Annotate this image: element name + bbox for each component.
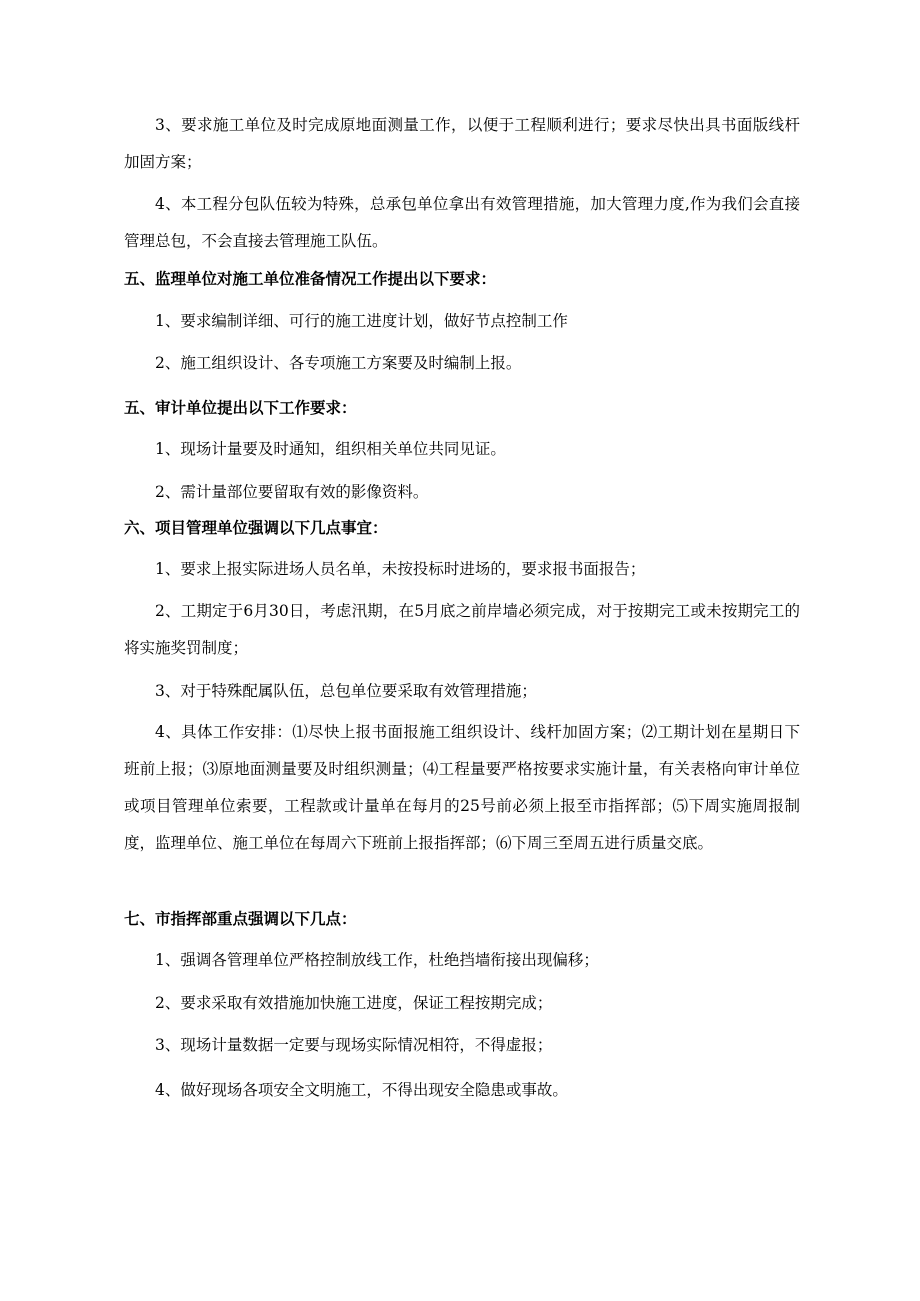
- paragraph-item-4-work-arrangement: 4、具体工作安排：⑴尽快上报书面报施工组织设计、线杆加固方案；⑵工期计划在星期日下班前上报；⑶原地面测量要及时组织测量；⑷工程量要严格按要求实施计量，有关表格向审计单位或项目管理单位索要，工程款或计量单在每月的25号前必须上报至市指挥部；⑸下周实施周报制度，监理单位、施工单位在每周六下班前上报指挥部；⑹下周三至周五进行质量交底。: [124, 723, 800, 852]
- paragraph-item-3-survey: 3、要求施工单位及时完成原地面测量工作，以便于工程顺利进行；要求尽快出具书面版线杆加固方案；: [124, 116, 800, 171]
- paragraph-item-2-design: 2、施工组织设计、各专项施工方案要及时编制上报。: [155, 354, 522, 372]
- paragraph-item-4-subcontract: 4、本工程分包队伍较为特殊，总承包单位拿出有效管理措施，加大管理力度,作为我们会直接管理总包，不会直接去管理施工队伍。: [124, 195, 800, 250]
- paragraph-item-4-safety: 4、做好现场各项安全文明施工，不得出现安全隐患或事故。: [155, 1081, 568, 1099]
- paragraph-item-2-progress: 2、要求采取有效措施加快施工进度，保证工程按期完成；: [155, 994, 553, 1012]
- section-heading-supervision: 五、监理单位对施工单位准备情况工作提出以下要求：: [124, 270, 497, 288]
- paragraph-item-3-measure-data: 3、现场计量数据一定要与现场实际情况相符，不得虚报；: [155, 1036, 553, 1054]
- paragraph-item-1-measure-notice: 1、现场计量要及时通知，组织相关单位共同见证。: [155, 440, 506, 458]
- paragraph-item-1-schedule: 1、要求编制详细、可行的施工进度计划，做好节点控制工作: [155, 312, 568, 330]
- section-heading-project-management: 六、项目管理单位强调以下几点事宜：: [124, 519, 388, 537]
- section-heading-city-command: 七、市指挥部重点强调以下几点：: [124, 910, 357, 928]
- paragraph-item-2-deadline: 2、工期定于6月30日，考虑汛期，在5月底之前岸墙必须完成，对于按期完工或未按期完工的将实施奖罚制度；: [124, 602, 800, 657]
- section-heading-audit: 五、审计单位提出以下工作要求：: [124, 399, 357, 417]
- paragraph-item-2-image-records: 2、需计量部位要留取有效的影像资料。: [155, 483, 429, 501]
- paragraph-item-1-layout-control: 1、强调各管理单位严格控制放线工作，杜绝挡墙衔接出现偏移；: [155, 951, 599, 969]
- paragraph-item-1-personnel: 1、要求上报实际进场人员名单，未按投标时进场的，要求报书面报告；: [155, 560, 646, 578]
- paragraph-item-3-special-teams: 3、对于特殊配属队伍，总包单位要采取有效管理措施；: [155, 682, 537, 700]
